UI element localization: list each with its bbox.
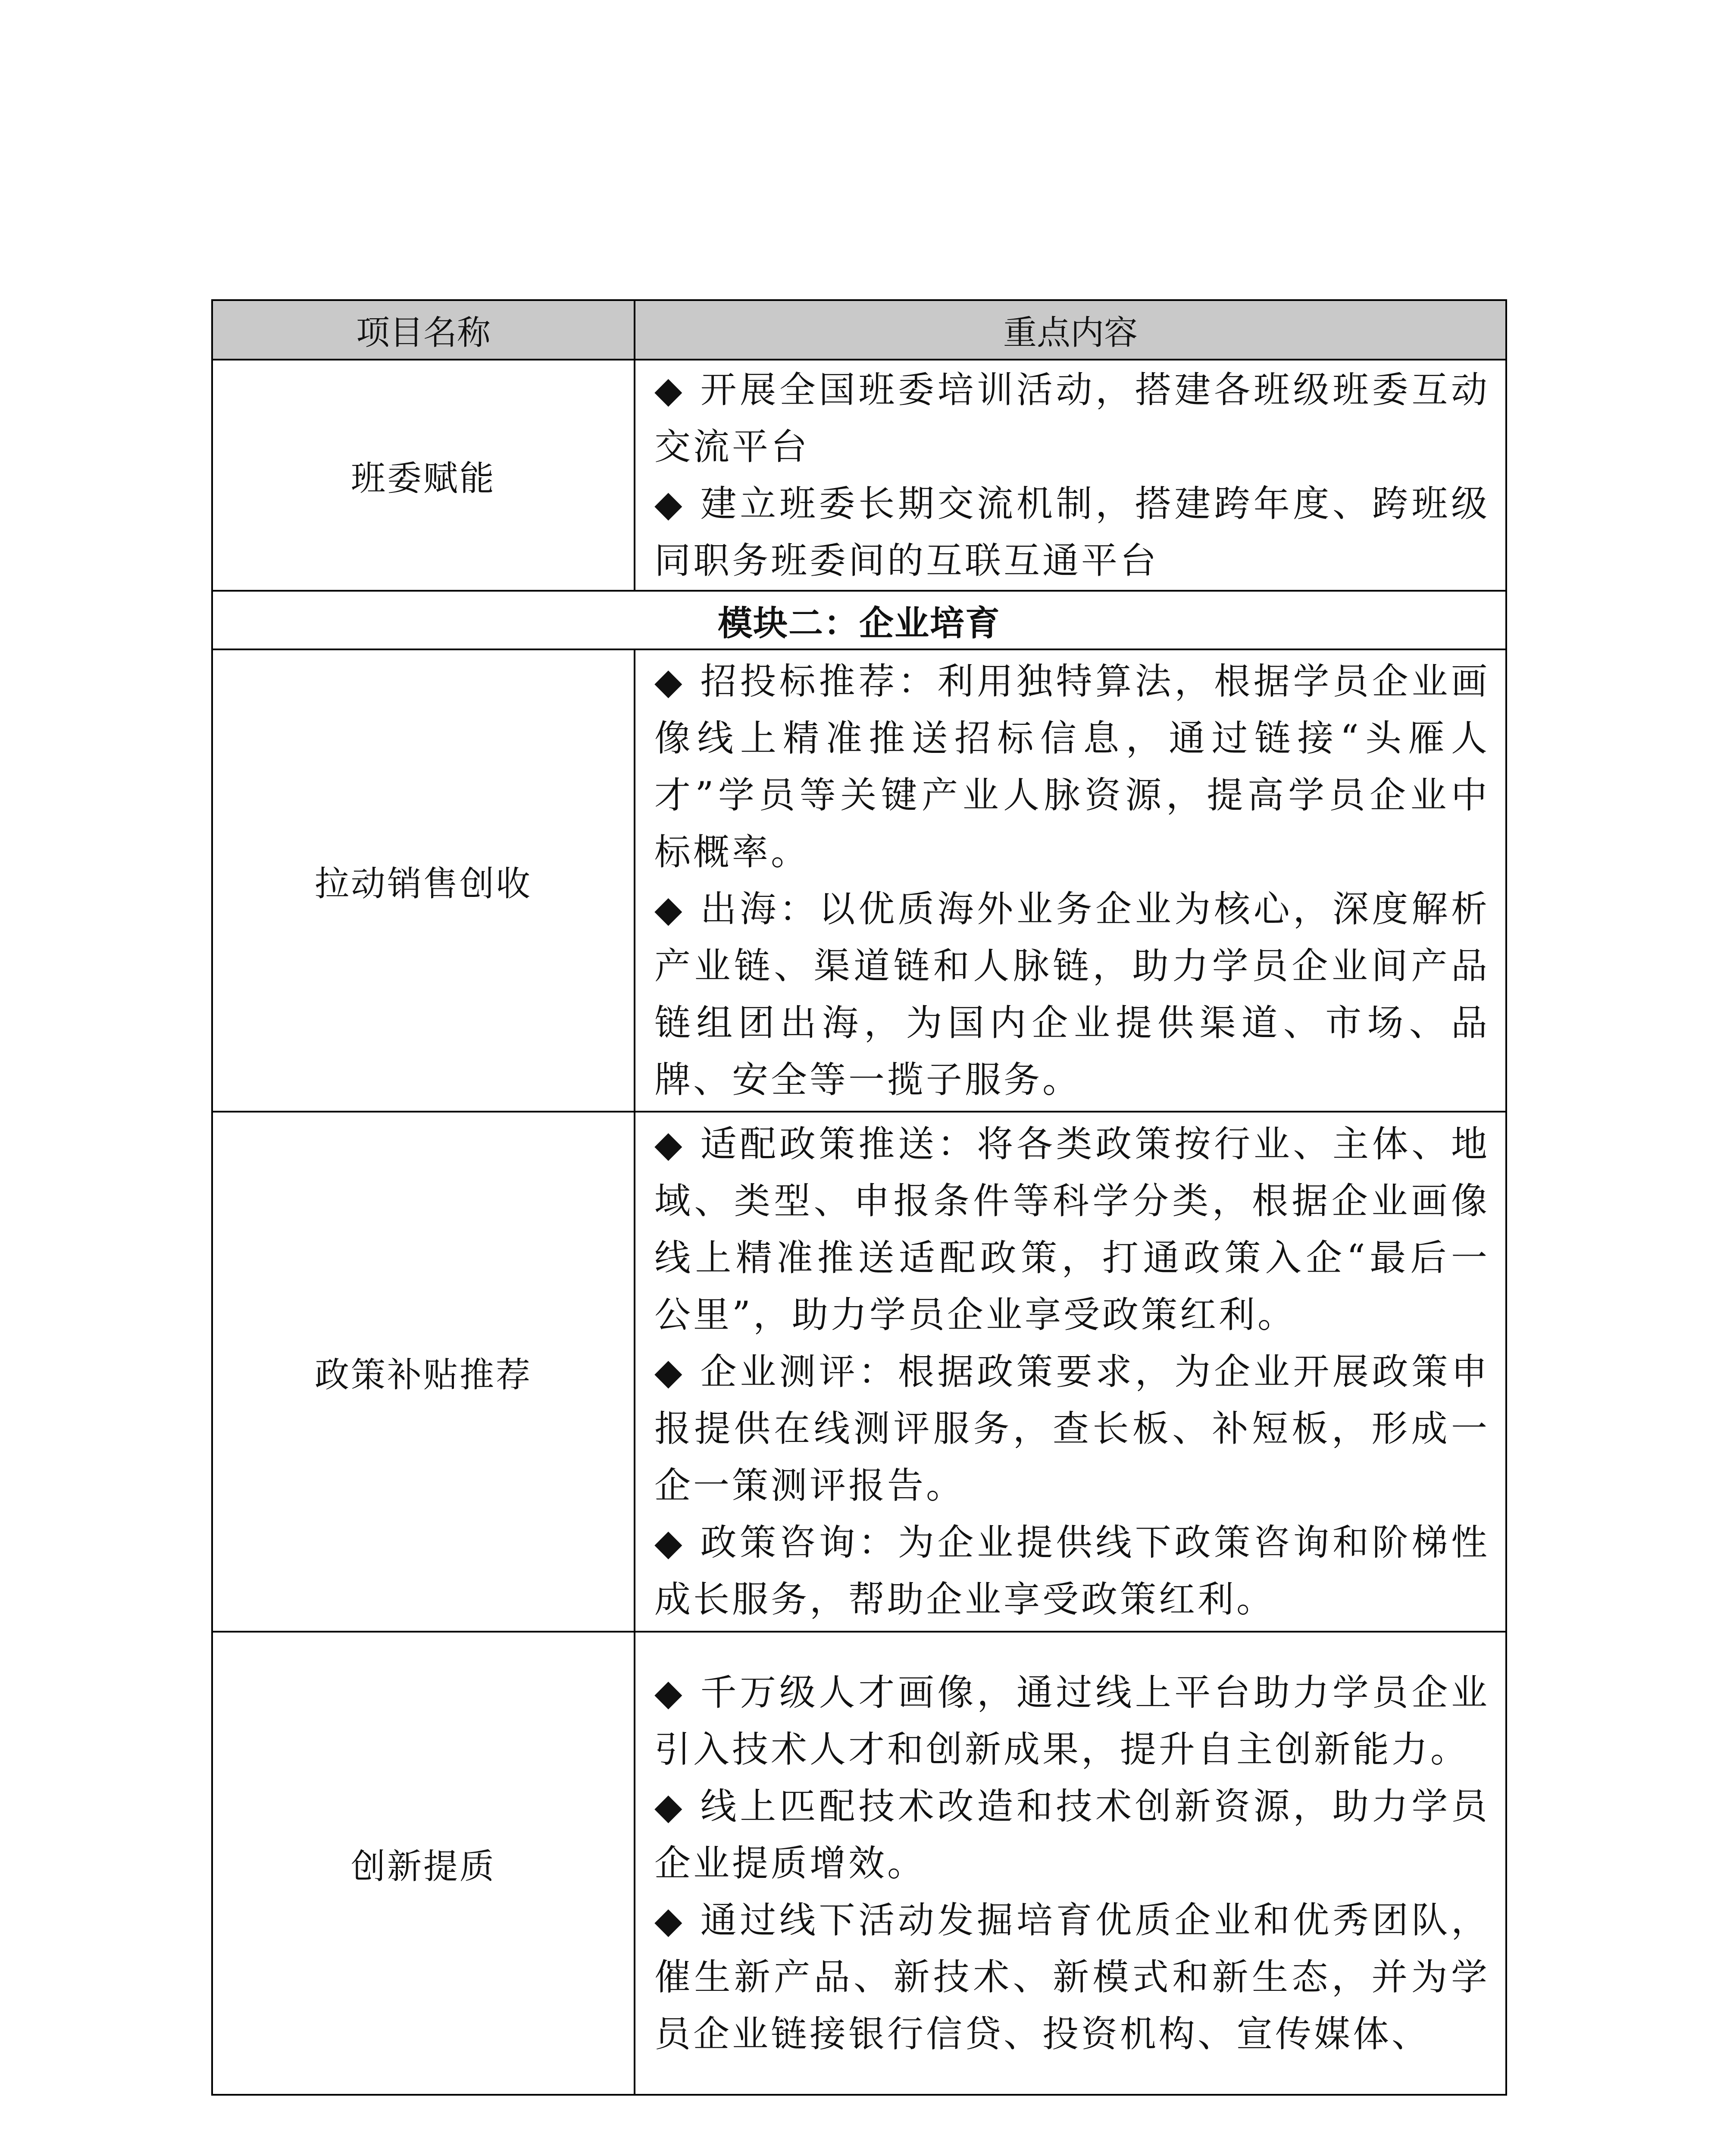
table-body (212, 360, 1506, 2095)
content-bullet-item: ◆ 开展全国班委培训活动，搭建各班级班委互动交流平台 (654, 369, 1490, 468)
project-name-cell: 创新提质 (212, 1632, 635, 2095)
content-bullet-item: ◆ 线上匹配技术改造和技术创新资源，助力学员企业提质增效。 (654, 1785, 1490, 1884)
content-table-container (211, 299, 1505, 2096)
table-row (212, 649, 1506, 1112)
content-bullet-item: ◆ 政策咨询：为企业提供线下政策咨询和阶梯性成长服务，帮助企业享受政策红利。 (654, 1521, 1490, 1620)
content-bullet-item: ◆ 招投标推荐：利用独特算法，根据学员企业画像线上精准推送招标信息，通过链接“头雁人才”学员等关键产业人脉资源，提高学员企业中标概率。 (654, 660, 1490, 873)
module-row (212, 591, 1506, 649)
key-content-cell (635, 1632, 1506, 2095)
content-bullet-item: ◆ 千万级人才画像，通过线上平台助力学员企业引入技术人才和创新成果，提升自主创新能力。 (654, 1671, 1490, 1771)
content-table (211, 299, 1507, 2096)
project-name-cell: 班委赋能 (212, 360, 635, 591)
content-bullet-item: ◆ 出海：以优质海外业务企业为核心，深度解析产业链、渠道链和人脉链，助力学员企业间产品链组团出海，为国内企业提供渠道、市场、品牌、安全等一揽子服务。 (654, 888, 1490, 1101)
content-bullet-item: ◆ 企业测评：根据政策要求，为企业开展政策申报提供在线测评服务，查长板、补短板，形成一企一策测评报告。 (654, 1351, 1490, 1507)
header-project-name: 项目名称 (212, 300, 635, 360)
table-row (212, 360, 1506, 591)
content-bullet-item: ◆ 建立班委长期交流机制，搭建跨年度、跨班级同职务班委间的互联互通平台 (654, 483, 1490, 582)
content-bullet-item: ◆ 适配政策推送：将各类政策按行业、主体、地域、类型、申报条件等科学分类，根据企业画像线上精准推送适配政策，打通政策入企“最后一公里”，助力学员企业享受政策红利。 (654, 1123, 1490, 1336)
header-key-content: 重点内容 (635, 300, 1506, 360)
module-title: 模块二：企业培育 (212, 591, 1506, 649)
table-row (212, 1632, 1506, 2095)
key-content-cell (635, 360, 1506, 591)
content-bullet-item: ◆ 通过线下活动发掘培育优质企业和优秀团队，催生新产品、新技术、新模式和新生态，并为学员企业链接银行信贷、投资机构、宣传媒体、 (654, 1899, 1490, 2055)
project-name-cell: 拉动销售创收 (212, 649, 635, 1112)
table-row (212, 1112, 1506, 1632)
project-name-cell: 政策补贴推荐 (212, 1112, 635, 1632)
key-content-cell (635, 1112, 1506, 1632)
table-header-row (212, 300, 1506, 360)
key-content-cell (635, 649, 1506, 1112)
